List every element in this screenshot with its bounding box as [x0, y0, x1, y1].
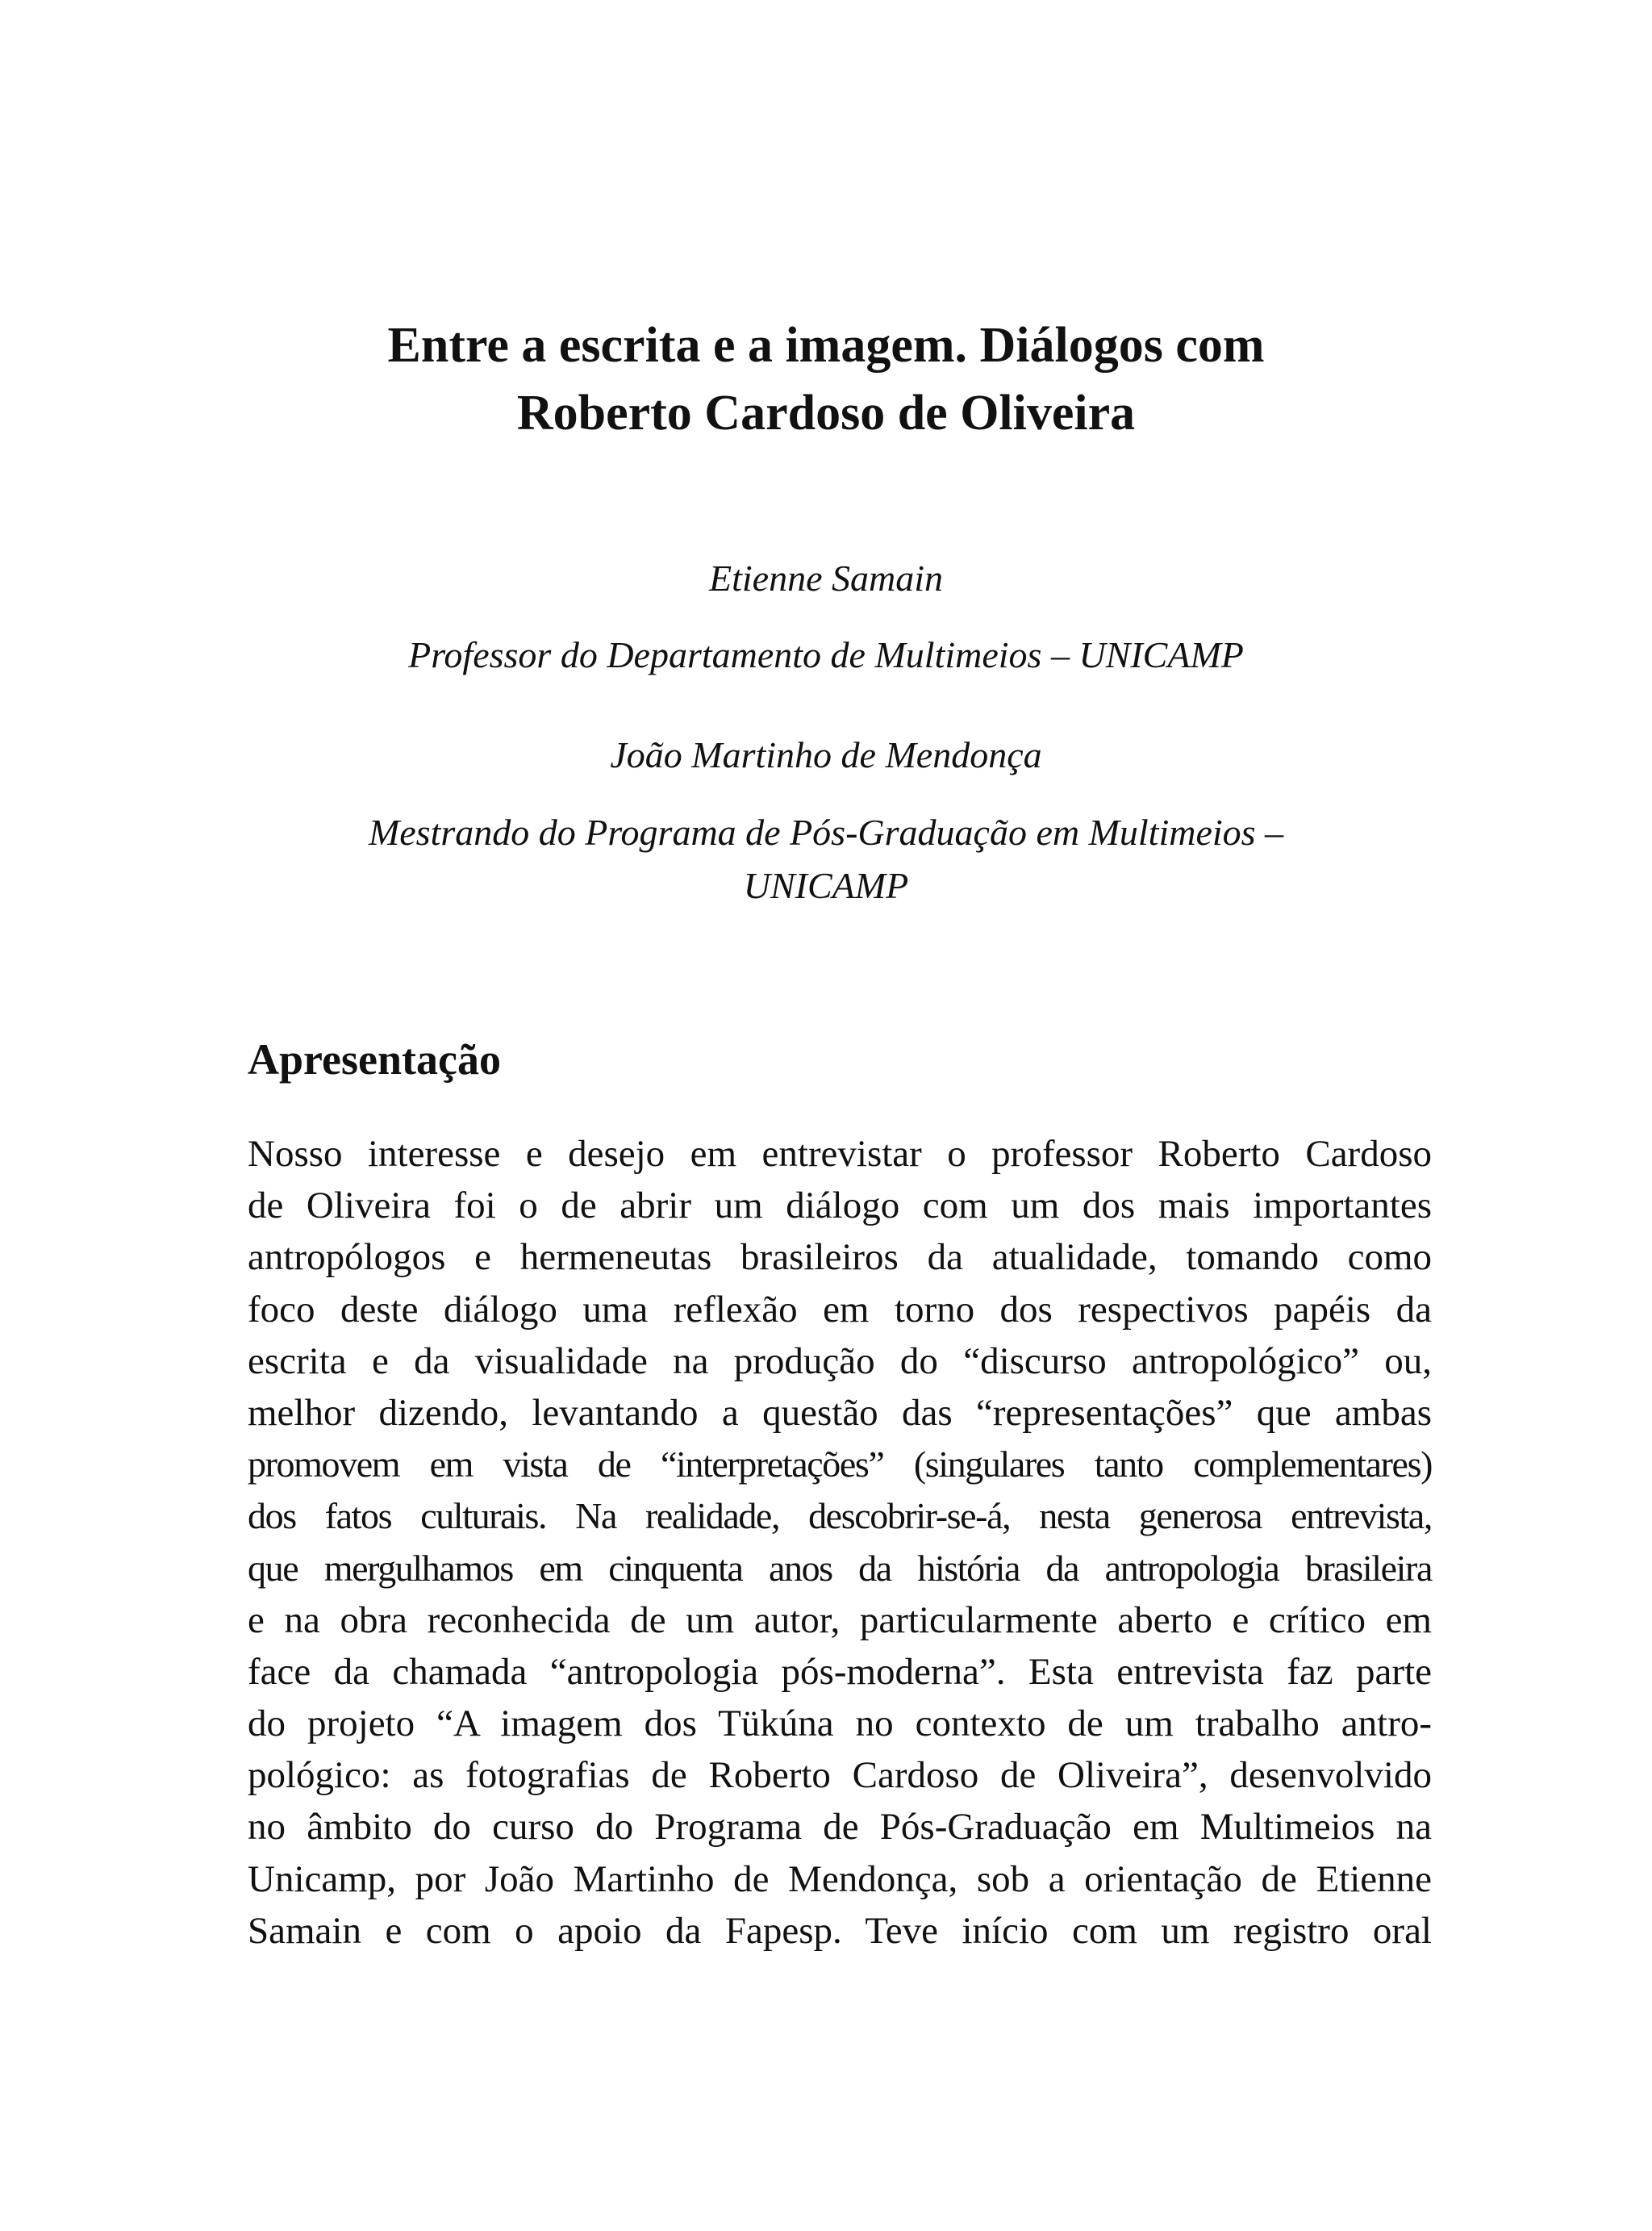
text-line: foco deste diálogo uma reflexão em torno dos respectivos papéis da: [248, 1288, 1432, 1331]
author-name: Etienne Samain: [709, 558, 943, 599]
article-title-line-1: Entre a escrita e a imagem. Diálogos com: [387, 318, 1265, 373]
text-line: face da chamada “antropologia pós-moderna”. Esta entrevista faz parte: [248, 1650, 1432, 1693]
text-line: que mergulhamos em cinquenta anos da história da antropologia brasileira: [248, 1547, 1432, 1589]
section-heading: Apresentação: [248, 1035, 501, 1084]
article-title-line-2: Roberto Cardoso de Oliveira: [516, 386, 1136, 441]
text-line: Unicamp, por João Martinho de Mendonça, sob a orientação de Etienne: [248, 1857, 1432, 1900]
text-line: antropólogos e hermeneutas brasileiros da atualidade, tomando como: [248, 1236, 1432, 1279]
text-line: dos fatos culturais. Na realidade, descobrir-se-á, nesta generosa entrevista,: [248, 1495, 1432, 1537]
author-affiliation: Professor do Departamento de Multimeios – UNICAMP: [408, 634, 1244, 675]
author-affiliation: UNICAMP: [743, 865, 909, 906]
text-line: promovem em vista de “interpretações” (singulares tanto complementares): [248, 1443, 1432, 1485]
text-line: no âmbito do curso do Programa de Pós-Graduação em Multimeios na: [248, 1806, 1432, 1849]
body-paragraph: [248, 1128, 1432, 1957]
author-affiliation: Mestrando do Programa de Pós-Graduação em Multimeios –: [368, 812, 1284, 853]
text-line: Samain e com o apoio da Fapesp. Teve início com um registro oral: [248, 1909, 1432, 1952]
text-line: do projeto “A imagem dos Tükúna no contexto de um trabalho antro-: [248, 1702, 1432, 1745]
text-line: melhor dizendo, levantando a questão das “representações” que ambas: [248, 1391, 1432, 1434]
author-name: João Martinho de Mendonça: [610, 734, 1042, 775]
text-line: de Oliveira foi o de abrir um diálogo com um dos mais importantes: [248, 1184, 1432, 1227]
text-line: e na obra reconhecida de um autor, particularmente aberto e crítico em: [248, 1598, 1432, 1641]
text-line: Nosso interesse e desejo em entrevistar o professor Roberto Cardoso: [248, 1133, 1432, 1175]
text-line: pológico: as fotografias de Roberto Cardoso de Oliveira”, desenvolvido: [248, 1754, 1432, 1797]
text-line: escrita e da visualidade na produção do “discurso antropológico” ou,: [248, 1339, 1432, 1382]
